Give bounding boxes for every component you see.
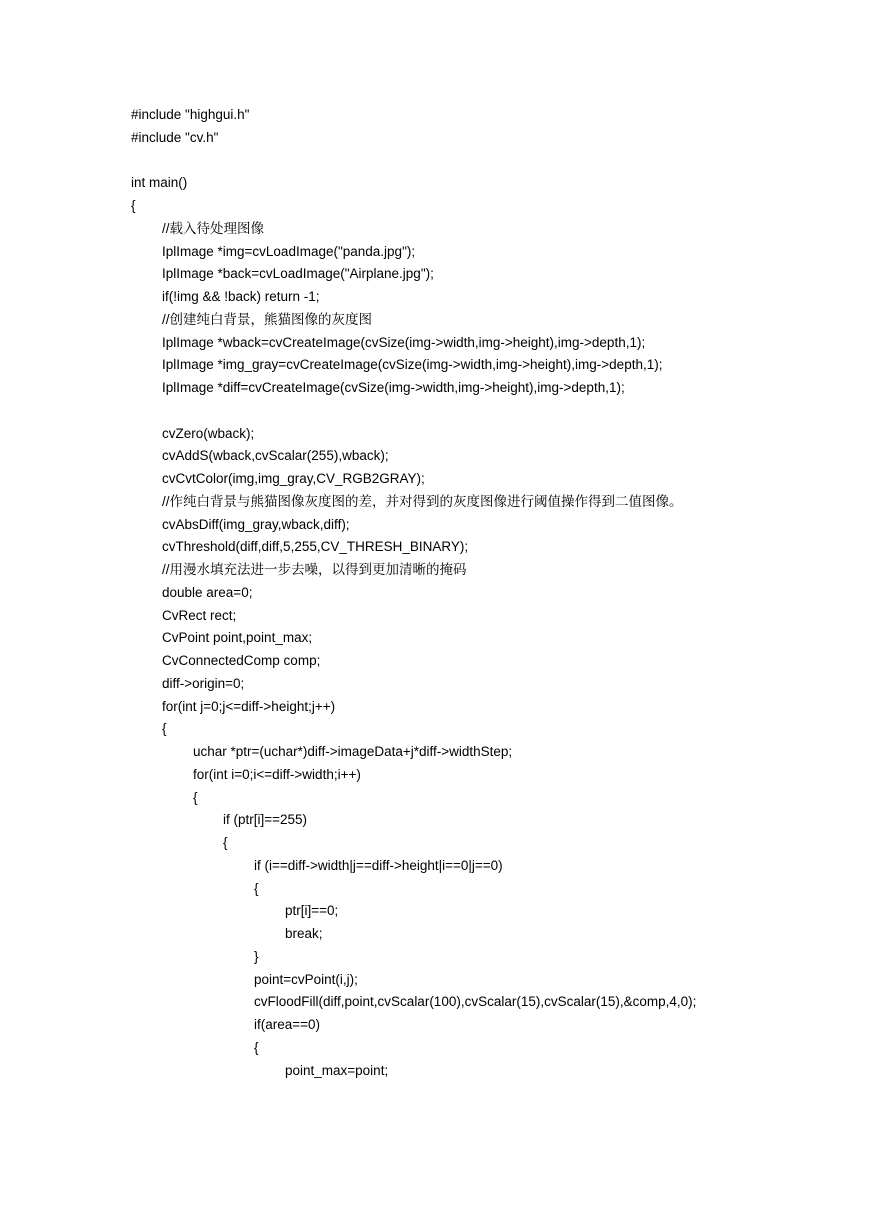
code-line: point=cvPoint(i,j);	[254, 971, 358, 987]
code-line: ptr[i]==0;	[285, 903, 339, 919]
blank-line	[131, 150, 751, 173]
code-listing	[131, 104, 751, 1082]
code-line: cvAddS(wback,cvScalar(255),wback);	[162, 448, 389, 464]
code-line: cvCvtColor(img,img_gray,CV_RGB2GRAY);	[162, 471, 425, 486]
code-line: {	[254, 880, 259, 896]
code-line: int main()	[131, 175, 188, 191]
code-line: cvFloodFill(diff,point,cvScalar(100),cvScalar(15),cvScalar(15),&comp,4,0);	[254, 994, 697, 1010]
code-line: {	[162, 721, 167, 737]
code-line: if(area==0)	[254, 1017, 321, 1032]
code-line: }	[254, 948, 259, 964]
code-line: for(int j=0;j<=diff->height;j++)	[162, 698, 336, 714]
code-line: CvRect rect;	[162, 607, 237, 623]
code-line: {	[131, 198, 136, 213]
blank-line	[131, 400, 751, 423]
code-line: #include "cv.h"	[131, 129, 219, 145]
code-line: cvThreshold(diff,diff,5,255,CV_THRESH_BINARY);	[162, 539, 469, 555]
code-line: double area=0;	[162, 584, 253, 600]
code-line: {	[254, 1039, 259, 1055]
code-comment-wrapped: //作纯白背景与熊猫图像灰度图的差，并对得到的灰度图像进行阈值操作得到二值图像。	[162, 493, 683, 509]
code-line: if (i==diff->width|j==diff->height|i==0|j==0)	[254, 857, 503, 873]
code-line: IplImage *img=cvLoadImage("panda.jpg");	[162, 243, 416, 259]
code-comment: //用漫水填充法进一步去噪，以得到更加清晰的掩码	[162, 562, 467, 577]
code-line: IplImage *img_gray=cvCreateImage(cvSize(img->width,img->height),img->depth,1);	[162, 357, 663, 373]
code-line: {	[193, 789, 198, 805]
code-line: cvZero(wback);	[162, 425, 255, 441]
code-line: if(!img && !back) return -1;	[162, 289, 320, 304]
code-line: CvPoint point,point_max;	[162, 630, 313, 646]
code-line: IplImage *wback=cvCreateImage(cvSize(img->width,img->height),img->depth,1);	[162, 334, 646, 350]
code-line: point_max=point;	[285, 1062, 389, 1078]
code-comment: //创建纯白背景，熊猫图像的灰度图	[162, 311, 373, 327]
code-line: CvConnectedComp comp;	[162, 653, 321, 668]
code-comment: //载入待处理图像	[162, 220, 265, 236]
code-line: if (ptr[i]==255)	[223, 812, 308, 828]
code-line: {	[223, 835, 228, 850]
code-line: #include "highgui.h"	[131, 107, 250, 122]
code-line: IplImage *diff=cvCreateImage(cvSize(img->width,img->height),img->depth,1);	[162, 380, 625, 395]
code-line: break;	[285, 926, 323, 941]
code-line: IplImage *back=cvLoadImage("Airplane.jpg");	[162, 266, 434, 282]
code-line: for(int i=0;i<=diff->width;i++)	[193, 766, 361, 782]
code-line: uchar *ptr=(uchar*)diff->imageData+j*diff->widthStep;	[193, 744, 513, 759]
code-line: cvAbsDiff(img_gray,wback,diff);	[162, 516, 350, 532]
code-line: diff->origin=0;	[162, 675, 245, 691]
